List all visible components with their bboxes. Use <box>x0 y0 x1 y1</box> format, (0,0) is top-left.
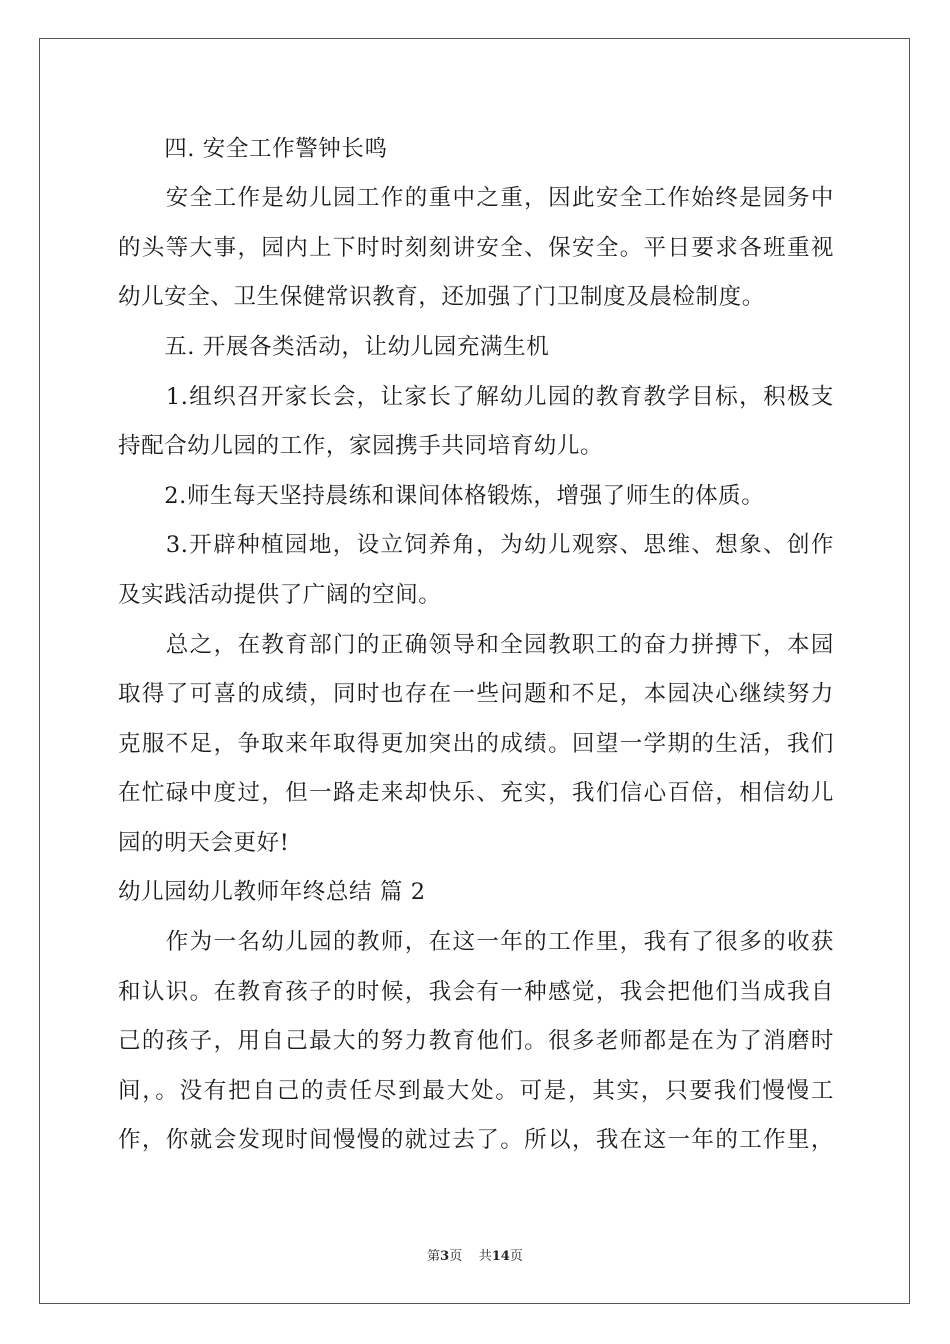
paragraph-line: 作为一名幼儿园的教师，在这一年的工作里，我有了很多的收获 <box>118 929 834 955</box>
footer-page-prefix: 第 <box>427 1249 441 1264</box>
section-heading-activities: 五. 开展各类活动，让幼儿园充满生机 <box>118 334 550 360</box>
paragraph-line: 幼儿安全、卫生保健常识教育，还加强了门卫制度及晨检制度。 <box>118 284 765 310</box>
paragraph-line: 的头等大事，园内上下时时刻刻讲安全、保安全。平日要求各班重视 <box>118 235 834 261</box>
paragraph-line: 取得了可喜的成绩，同时也存在一些问题和不足，本园决心继续努力 <box>118 681 834 707</box>
paragraph-line: 间，。没有把自己的责任尽到最大处。可是，其实，只要我们慢慢工 <box>118 1078 834 1104</box>
paragraph-line: 及实践活动提供了广阔的空间。 <box>118 582 442 608</box>
article-title: 幼儿园幼儿教师年终总结 篇 2 <box>118 879 426 905</box>
paragraph-line: 在忙碌中度过，但一路走来却快乐、充实，我们信心百倍，相信幼儿 <box>118 780 834 806</box>
footer-page-suffix: 页 <box>509 1249 523 1264</box>
footer-page-mid: 页 共 <box>449 1249 492 1264</box>
paragraph-line: 安全工作是幼儿园工作的重中之重，因此安全工作始终是园务中 <box>118 185 834 211</box>
footer-page-total: 14 <box>491 1249 510 1264</box>
paragraph-line: 3.开辟种植园地，设立饲养角，为幼儿观察、思维、想象、创作 <box>118 532 834 558</box>
paragraph-line: 持配合幼儿园的工作，家园携手共同培育幼儿。 <box>118 433 604 459</box>
page-footer <box>0 1248 950 1266</box>
paragraph-line: 1.组织召开家长会，让家长了解幼儿园的教育教学目标，积极支 <box>118 384 834 410</box>
section-heading-safety: 四. 安全工作警钟长鸣 <box>118 136 388 162</box>
footer-page-current: 3 <box>440 1249 450 1264</box>
paragraph-line: 2.师生每天坚持晨练和课间体格锻炼，增强了师生的体质。 <box>118 483 765 509</box>
paragraph-line: 己的孩子，用自己最大的努力教育他们。很多老师都是在为了消磨时 <box>118 1028 834 1054</box>
paragraph-line: 园的明天会更好! <box>118 830 290 856</box>
paragraph-line: 和认识。在教育孩子的时候，我会有一种感觉，我会把他们当成我自 <box>118 979 834 1005</box>
paragraph-line: 克服不足，争取来年取得更加突出的成绩。回望一学期的生活，我们 <box>118 731 834 757</box>
paragraph-line: 总之，在教育部门的正确领导和全园教职工的奋力拼搏下，本园 <box>118 632 834 658</box>
page-frame <box>39 38 910 1304</box>
paragraph-line: 作，你就会发现时间慢慢的就过去了。所以，我在这一年的工作里， <box>118 1127 834 1153</box>
